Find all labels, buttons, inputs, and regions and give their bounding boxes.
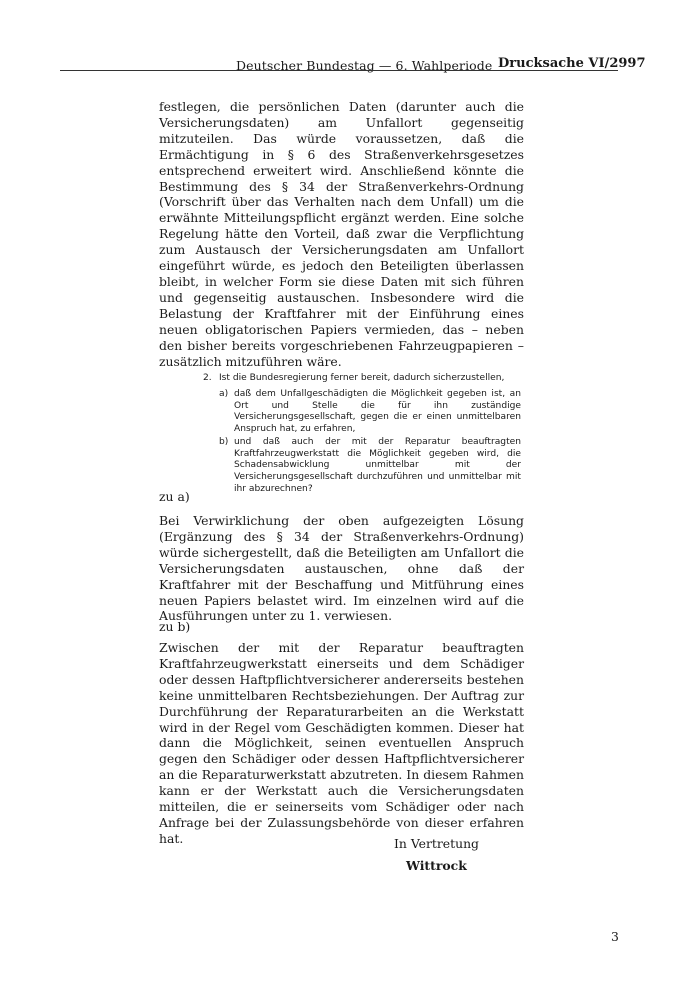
question-text: Ist die Bundesregierung ferner bereit, dadurch sicherzustellen,: [219, 373, 505, 383]
question-item-b: und daß auch der mit der Reparatur beauftragten Kraftfahrzeugwerkstatt die Möglichkeit gegeben wird, die Schadensabwicklung unmittelbar mit der Versicherungsgesellschaft durchzuführen und unmittelbar mit ihr abzurechnen?: [234, 437, 521, 494]
header-title: Deutscher Bundestag — 6. Wahlperiode: [236, 58, 493, 73]
answer-a-paragraph: Bei Verwirklichung der oben aufgezeigten Lösung (Ergänzung des § 34 der Straßenverkehrs-Ordnung) würde sichergestellt, daß die Beteiligten am Unfallort die Versicherungsdaten austauschen, ohne daß der Kraftfahrer mit der Beschaffung und Mitführung eines neuen Papiers belastet wird. Im einzelnen wird auf die Ausführungen unter zu 1. verwiesen.: [159, 513, 524, 624]
question-number: 2.: [203, 373, 212, 383]
document-number: Drucksache VI/2997: [498, 56, 646, 71]
answer-a-label: zu a): [159, 489, 190, 504]
page-number: 3: [611, 929, 619, 944]
question-item-b-marker: b): [219, 437, 229, 447]
question-item-a: daß dem Unfallgeschädigten die Möglichkeit gegeben ist, an Ort und Stelle die für ihn zuständige Versicherungsgesellschaft, gegen die er einen unmittelbaren Anspruch hat, zu erfahren,: [234, 389, 521, 435]
question-item-a-marker: a): [219, 389, 229, 399]
header-rule-left: [60, 70, 230, 71]
answer-b-label: zu b): [159, 619, 191, 634]
signature-name: Wittrock: [406, 858, 467, 873]
signature-in-vertretung: In Vertretung: [394, 836, 479, 851]
answer-b-paragraph: Zwischen der mit der Reparatur beauftragten Kraftfahrzeugwerkstatt einerseits und dem Schädiger oder dessen Haftpflichtversicherer andererseits bestehen keine unmittelbaren Rechtsbeziehungen. Der Auftrag zur Durchführung der Reparaturarbeiten an die Werkstatt wird in der Regel vom Geschädigten kommen. Dieser hat dann die Möglichkeit, seinen eventuellen Anspruch gegen den Schädiger oder dessen Haftpflichtversicherer an die Reparaturwerkstatt abzutreten. In diesem Rahmen kann er der Werkstatt auch die Versicherungsdaten mitteilen, die er seinerseits vom Schädiger oder nach Anfrage bei der Zulassungsbehörde von dieser erfahren hat.: [159, 640, 524, 846]
intro-paragraph: festlegen, die persönlichen Daten (darunter auch die Versicherungsdaten) am Unfallort gegenseitig mitzuteilen. Das würde voraussetzen, daß die Ermächtigung in § 6 des Straßenverkehrsgesetzes entsprechend erweitert wird. Anschließend könnte die Bestimmung des § 34 der Straßenverkehrs-Ordnung (Vorschrift über das Verhalten nach dem Unfall) um die erwähnte Mitteilungspflicht ergänzt werden. Eine solche Regelung hätte den Vorteil, daß zwar die Verpflichtung zum Austausch der Versicherungsdaten am Unfallort eingeführt würde, es jedoch den Beteiligten überlassen bleibt, in welcher Form sie diese Daten mit sich führen und gegenseitig austauschen. Insbesondere wird die Belastung der Kraftfahrer mit der Einführung eines neuen obligatorischen Papiers vermieden, das – neben den bisher bereits vorgeschriebenen Fahrzeugpapieren – zusätzlich mitzuführen wäre.: [159, 99, 524, 369]
